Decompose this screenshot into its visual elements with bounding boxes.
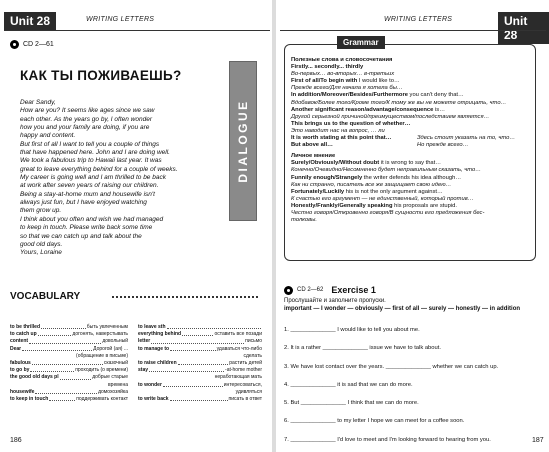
vocab-translation: проходить (о времени)	[75, 367, 128, 374]
vocab-row	[10, 367, 128, 374]
vocab-term: to raise children	[138, 360, 177, 367]
letter-line: how you and your family are doing, if you are	[20, 124, 150, 132]
grammar-line	[291, 78, 529, 85]
letter-line: each other. As the years go by, I often wonder	[20, 115, 153, 123]
vocab-translation: удаваться что-либо	[216, 345, 262, 352]
grammar-text: Полезные слова и словосочетания	[291, 57, 393, 63]
grammar-line	[291, 92, 529, 99]
vocab-translation: интересоваться,	[223, 381, 262, 388]
grammar-phrase: Surely/Obviously/Without doubt	[291, 160, 380, 167]
vocab-translation: времена	[108, 381, 128, 388]
vocab-translation: поддерживать контакт	[76, 396, 128, 403]
vocab-row	[10, 338, 128, 345]
vocab-term: Dear	[10, 345, 22, 352]
vocab-term: letter	[138, 338, 151, 345]
grammar-line	[291, 64, 529, 71]
vocab-translation: добрые старые	[92, 374, 128, 381]
vocab-row	[138, 331, 262, 338]
grammar-text: it is wrong to say that…	[379, 160, 442, 167]
letter-line: happy and content.	[20, 132, 76, 140]
exercise-item[interactable]: 7. ______________ I'd love to meet and I'm looking forward to hearing from you.	[284, 436, 491, 443]
vocab-term: content	[10, 338, 29, 345]
grammar-phrase: It is worth stating at this point that…	[291, 135, 392, 142]
vocab-row	[10, 389, 128, 396]
grammar-line	[291, 114, 529, 121]
letter-line: How are you? It seems like ages since we saw	[20, 107, 155, 115]
grammar-text: Вдобавок/Более того/Кроме того/К тому же вы не можете отрицать, что…	[291, 99, 507, 106]
grammar-text: his is not the only argument against…	[344, 188, 443, 195]
letter-line: We took a fabulous trip to Hawaii last year. It was	[20, 157, 162, 165]
grammar-line	[291, 203, 529, 210]
grammar-text: Это наводит нас на вопрос, … ли	[291, 127, 385, 134]
vocab-row	[138, 382, 262, 389]
header-rule	[4, 30, 270, 31]
grammar-line	[291, 210, 529, 217]
cd-track	[10, 40, 54, 49]
vocab-row	[10, 360, 128, 367]
vocab-leader	[163, 382, 223, 387]
grammar-text: Личное мнение	[291, 153, 336, 160]
header-rule	[280, 30, 546, 31]
right-page	[276, 0, 549, 452]
vocab-leader	[170, 396, 228, 401]
dialogue-label-box	[229, 61, 257, 221]
vocab-translation: Дорогой (ая) ...	[93, 345, 128, 352]
vocabulary-list-right	[138, 324, 262, 403]
grammar-phrase: Another significant reason/advantage/consequence	[291, 106, 434, 113]
grammar-text: Прежде всего/Для начала я хотела бы…	[291, 85, 403, 92]
grammar-phrase: In addition/Moreover/Besides/Furthermore	[291, 92, 408, 99]
vocab-translation: сделать	[243, 352, 262, 359]
grammar-line	[291, 85, 529, 92]
grammar-text: Конечно/Очевидно/Несомненно будет неправильным сказать, что…	[291, 167, 481, 174]
grammar-line	[291, 128, 529, 135]
vocab-leader	[41, 324, 86, 329]
exercise-instruction: Прослушайте и заполните пропуски.	[284, 298, 386, 304]
letter-line: Dear Sandy,	[20, 99, 56, 106]
cd-label: CD 2—61	[23, 41, 54, 48]
vocab-leader	[30, 367, 74, 372]
grammar-text: is…	[433, 106, 445, 113]
running-head: WRITING LETTERS	[86, 16, 155, 23]
grammar-text: К счастью его аргумент — не единственный, который против…	[291, 195, 474, 202]
letter-line: Being a stay-at-home mum and housewife isn't	[20, 190, 155, 198]
grammar-text: the writer defends his idea although…	[362, 174, 462, 181]
grammar-text: Во-первых… во-вторых… в-третьих	[291, 71, 395, 78]
vocab-leader	[60, 374, 92, 379]
grammar-text: Как ни странно, писатель все же защищает свою идею…	[291, 181, 452, 188]
grammar-pair	[291, 135, 529, 142]
grammar-text: his proposals are stupid.	[392, 202, 457, 209]
grammar-text: Firstly... secondly... thirdly	[291, 64, 364, 71]
exercise-item[interactable]: 5. But ______________ I think that we can do more.	[284, 400, 419, 407]
grammar-line	[291, 182, 529, 189]
vocab-term: to manage to	[138, 345, 170, 352]
vocab-translation: сказочный	[103, 360, 128, 367]
vocab-row	[10, 382, 128, 389]
vocab-term: stay	[138, 367, 149, 374]
exercise-item[interactable]: 3. We have lost contact over the years. ______________ whether we can catch up.	[284, 363, 499, 370]
vocabulary-heading: VOCABULARY	[10, 291, 81, 302]
vocab-leader	[32, 360, 103, 365]
grammar-line	[291, 100, 529, 107]
vocab-row	[10, 396, 128, 403]
vocab-leader	[151, 338, 244, 343]
vocab-leader	[29, 338, 101, 343]
grammar-text: I would like to…	[357, 78, 400, 85]
vocab-translation: оставить все позади	[214, 331, 262, 338]
vocab-translation: письмо	[245, 338, 262, 345]
unit-tab: Unit 28	[498, 12, 549, 44]
grammar-line	[291, 153, 529, 160]
vocab-term: to keep in touch	[10, 396, 49, 403]
grammar-line	[291, 71, 529, 78]
unit-tab: Unit 28	[4, 12, 56, 30]
vocab-leader	[182, 331, 213, 336]
vocab-leader	[22, 346, 92, 351]
vocab-term: fabulous	[10, 360, 31, 367]
vocab-leader	[170, 346, 215, 351]
exercise-item[interactable]: 4. ______________ it is sad that we can do more.	[284, 381, 413, 388]
word-bank: important — I wonder — obviously — first of all — surely — honestly — in addition	[284, 306, 521, 312]
vocab-translation: растить детей	[229, 360, 262, 367]
vocab-row	[10, 353, 128, 360]
grammar-line	[291, 160, 529, 167]
vocab-term: housewife	[10, 388, 35, 395]
grammar-line	[291, 175, 529, 182]
vocab-leader	[49, 396, 75, 401]
left-page	[0, 0, 272, 452]
exercise-item[interactable]: 6. ______________ to my letter I hope we can meet for a coffee soon.	[284, 418, 465, 425]
vocab-row	[138, 346, 262, 353]
letter-line: so that we can catch up and talk about the	[20, 232, 142, 240]
vocab-term: to write back	[138, 396, 169, 403]
exercise-items	[284, 327, 539, 452]
letter-line: good old days.	[20, 240, 63, 248]
vocab-translation: догонять, наверстывать	[72, 331, 128, 338]
vocab-row	[138, 324, 262, 331]
page-number: 187	[532, 437, 544, 444]
letter-text	[20, 99, 225, 258]
grammar-phrase: Fortunately/Luckily	[291, 188, 345, 195]
vocab-term: to leave sth	[138, 324, 166, 330]
vocab-row	[138, 396, 262, 403]
letter-line: My career is going well and I am thrilled to be back	[20, 174, 166, 182]
vocab-translation: писать в ответ	[228, 396, 262, 403]
grammar-line	[291, 217, 529, 224]
vocab-leader	[178, 360, 229, 365]
grammar-box	[284, 38, 536, 261]
grammar-text: you can't deny that…	[407, 92, 464, 99]
running-head: WRITING LETTERS	[384, 16, 453, 23]
cd-icon[interactable]	[284, 286, 293, 295]
letter-line: But first of all I want to tell you a couple of things	[20, 140, 160, 148]
vocab-row	[10, 374, 128, 381]
letter-line: Yours, Loraine	[20, 249, 62, 257]
vocab-row	[10, 324, 128, 331]
vocab-leader	[38, 331, 72, 336]
vocab-row	[10, 346, 128, 353]
letter-line: to keep in touch. Please write back some time	[20, 224, 153, 232]
vocab-leader	[35, 389, 97, 394]
exercise-item[interactable]: 1. ______________ I would like to tell you about me.	[284, 327, 420, 333]
vocab-term: to go by	[10, 367, 30, 374]
letter-line: great to leave everything behind for a couple of weeks.	[20, 165, 178, 173]
page-number: 186	[10, 437, 22, 444]
grammar-line	[291, 57, 529, 64]
grammar-translation: Здесь стоит указать на то, что…	[417, 135, 516, 142]
grammar-line	[291, 196, 529, 203]
vocabulary-list-left	[10, 324, 128, 403]
vocab-leader	[167, 324, 261, 329]
grammar-text: This brings us to the question of whether…	[291, 120, 411, 127]
letter-line: them grow up.	[20, 207, 62, 215]
vocab-row	[138, 389, 262, 396]
grammar-phrase: Funnily enough/Strangely	[291, 174, 363, 181]
exercise-title: Exercise 1	[331, 285, 376, 295]
vocab-translation: неработающая мать	[214, 374, 262, 381]
letter-line: at work after seven years of raising our children.	[20, 182, 159, 190]
grammar-label: Grammar	[337, 36, 385, 49]
grammar-phrase: Honestly/Frankly/Generally speaking	[291, 202, 393, 209]
vocab-row	[138, 367, 262, 374]
grammar-line	[291, 121, 529, 128]
dialogue-label: DIALOGUE	[236, 99, 250, 183]
grammar-pair	[291, 142, 529, 149]
vocabulary-leader	[112, 296, 258, 298]
vocab-term: the good old days pl	[10, 374, 59, 381]
grammar-translation: Но прежде всего…	[417, 142, 469, 149]
grammar-text: толковы.	[291, 217, 317, 224]
grammar-text: Честно говоря/Откровенно говоря/В сущности его предложения бес-	[291, 209, 485, 216]
vocab-term: everything behind	[138, 331, 182, 338]
grammar-text: Другой серьезной причиной/преимуществом/последствием является…	[291, 113, 490, 120]
page-title: КАК ТЫ ПОЖИВАЕШЬ?	[20, 68, 182, 83]
vocab-translation: (обращение в письме)	[76, 352, 128, 359]
vocab-row	[138, 338, 262, 345]
exercise-item[interactable]: 2. It is a rather ______________ issue we have to talk about.	[284, 345, 441, 352]
letter-line: I think about you often and wish we had managed	[20, 215, 164, 223]
vocab-translation: удивляться	[235, 388, 262, 395]
vocab-row	[138, 353, 262, 360]
vocab-translation: довольный	[102, 338, 128, 345]
vocab-leader	[149, 367, 224, 372]
grammar-line	[291, 189, 529, 196]
grammar-phrase: First of all/To begin with	[291, 78, 358, 85]
cd-label: CD 2—62	[297, 287, 324, 293]
grammar-line	[291, 107, 529, 114]
grammar-phrase: But above all…	[291, 142, 333, 149]
grammar-content	[291, 57, 529, 224]
vocab-term: to wonder	[138, 381, 162, 388]
exercise-header	[284, 285, 376, 295]
vocab-translation: быть увлеченным	[86, 324, 128, 330]
cd-icon[interactable]	[10, 40, 19, 49]
letter-line: always just fun, but I have enjoyed watching	[20, 199, 147, 207]
vocab-row	[138, 360, 262, 367]
vocab-translation: -at-home mother	[225, 367, 262, 374]
vocab-term: to catch up	[10, 331, 37, 338]
vocab-term: to be thrilled	[10, 324, 40, 330]
vocab-translation: домохозяйка	[98, 388, 128, 395]
letter-line: that have happened here. John and I are doing well.	[20, 149, 170, 157]
grammar-line	[291, 167, 529, 174]
vocab-row	[138, 374, 262, 381]
